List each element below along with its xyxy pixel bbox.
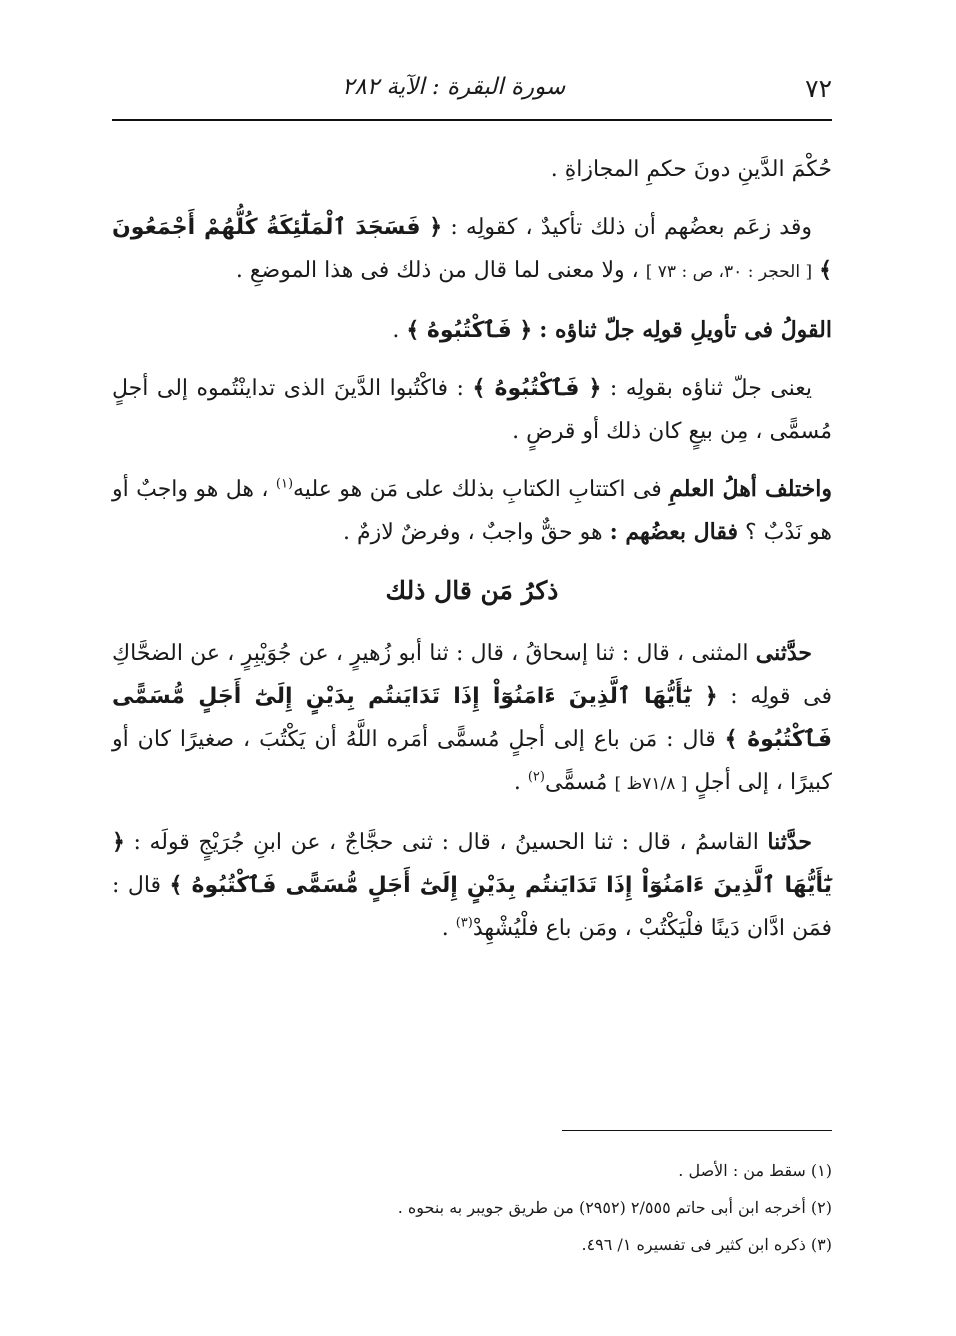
footnote-marker-2: (٢) [527, 769, 545, 785]
footnotes [232, 1152, 832, 1263]
narration-2 [112, 821, 832, 950]
paragraph-2 [112, 206, 832, 294]
quran-verse-tadayantum: ﴿ يَٰٓأَيُّهَا ٱلَّذِينَ ءَامَنُوٓاْ إِذَا تَدَايَنتُم بِدَيْنٍ إِلَىٰٓ أَجَلٍ مُّسَمًّى فَٱكْتُبُوهُ ﴾ [112, 684, 832, 752]
running-title: سورة البقرة : الآية ٢٨٢ [342, 74, 566, 100]
section-heading: ذكرُ مَن قال ذلك [385, 576, 559, 605]
paragraph-2-text-b: ، ولا معنى لما قال من ذلك فى هذا الموضعِ . [235, 258, 639, 283]
footnote-3: (٣) ذكره ابن كثير فى تفسيره ١/ ٤٩٦. [581, 1235, 832, 1254]
paragraph-2-text-a: وقد زعَم بعضُهم أن ذلك تأكيدٌ ، كقولِه : [450, 215, 812, 240]
main-text [112, 148, 832, 965]
paragraph-1 [112, 148, 832, 191]
narration-2-end: . [441, 916, 449, 941]
paragraph-5-text-c: هو حقٌّ واجبٌ ، وفرضٌ لازمٌ . [343, 520, 603, 545]
narration-2-opening: حدَّثنا [767, 829, 813, 855]
narration-2-text-a: القاسمُ ، قال : ثنا الحسينُ ، قال : ثنى حجَّاجٌ ، عن ابنِ جُرَيْجٍ قولَه : [133, 830, 759, 855]
verse-reference: [ الحجر : ٣٠، ص : ٧٣ ] [645, 262, 813, 282]
page-header [112, 70, 832, 110]
footnote-rule [562, 1130, 832, 1131]
narration-1 [112, 632, 832, 806]
paragraph-1-text: حُكْمَ الدَّينِ دونَ حكمِ المجازاةِ . [550, 157, 832, 182]
footnote-2: (٢) أخرجه ابن أبى حاتم ٢/٥٥٥ (٢٩٥٢) من طريق جويبر به بنحوه . [397, 1198, 832, 1217]
paragraph-4-text-a: يعنى جلّ ثناؤه بقولِه : [609, 376, 812, 401]
paragraph-5-text-b: ، هل هو واجبٌ أو هو نَدْبٌ ؟ [112, 477, 832, 545]
narration-1-text-c: مُسمًّى [544, 770, 608, 795]
footnote-1: (١) سقط من : الأصل . [678, 1161, 832, 1180]
quran-verse-uktubuh: ﴿ فَٱكْتُبُوهُ ﴾ [406, 318, 533, 343]
footnote-marker-1: (١) [275, 476, 294, 492]
paragraph-3: القولُ فى تأويلِ قولِه جلّ ثناؤه : ﴿ فَٱكْتُبُوهُ ﴾ . [392, 317, 832, 343]
paragraph-5-text-a: فى اكتتابِ الكتابِ بذلك على مَن هو عليه [293, 477, 662, 502]
manuscript-reference: [ ٧١/٨ظ ] [614, 774, 688, 794]
quran-verse-sajada: ﴿ فَسَجَدَ ٱلْمَلَٰٓئِكَةُ كُلُّهُمْ أَجْمَعُونَ ﴾ [112, 215, 832, 283]
paragraph-4 [112, 367, 832, 453]
paragraph-4-text-b: : فاكْتُبوا الدَّينَ الذى تداينْتُموه إلى أجلٍ مُسمًّى ، مِن بيعٍ كان ذلك أو قرضٍ . [112, 376, 832, 444]
narration-1-text-a: المثنى ، قال : ثنا إسحاقُ ، قال : ثنا أبو زُهيرٍ ، عن جُوَيْبِرٍ ، عن الضحَّاكِ فى قولِه : [112, 641, 832, 709]
bold-phrase-faqala: فقال بعضُهم : [609, 519, 738, 545]
narration-2-text-b: قال : فمَن ادَّان دَينًا فلْيَكْتُبْ ، ومَن باع فلْيُشْهِدْ [112, 873, 832, 941]
footnote-marker-3: (٣) [455, 915, 473, 931]
paragraph-5 [112, 468, 832, 554]
quran-verse-tadayantum-2: ﴿ يَٰٓأَيُّهَا ٱلَّذِينَ ءَامَنُوٓاْ إِذَا تَدَايَنتُم بِدَيْنٍ إِلَىٰٓ أَجَلٍ مُّسَمًّى فَٱكْتُبُوهُ ﴾ [112, 830, 833, 898]
header-rule [112, 119, 832, 121]
quran-verse-uktubuh-2: ﴿ فَٱكْتُبُوهُ ﴾ [472, 376, 602, 401]
narration-1-end: . [513, 770, 521, 795]
narration-1-text-b: قال : مَن باع إلى أجلٍ مُسمًّى أمَره اللَّهُ أن يَكْتُبَ ، صغيرًا كان أو كبيرًا ، إلى أجلٍ [112, 727, 832, 795]
bold-phrase-ikhtalafa: واختلف أهلُ العلمِ [669, 476, 832, 502]
narration-1-opening: حدَّثنى [755, 640, 812, 666]
tafsir-heading: القولُ فى تأويلِ قولِه جلّ ثناؤه : [539, 317, 832, 343]
page-number: ٧٢ [805, 74, 832, 103]
